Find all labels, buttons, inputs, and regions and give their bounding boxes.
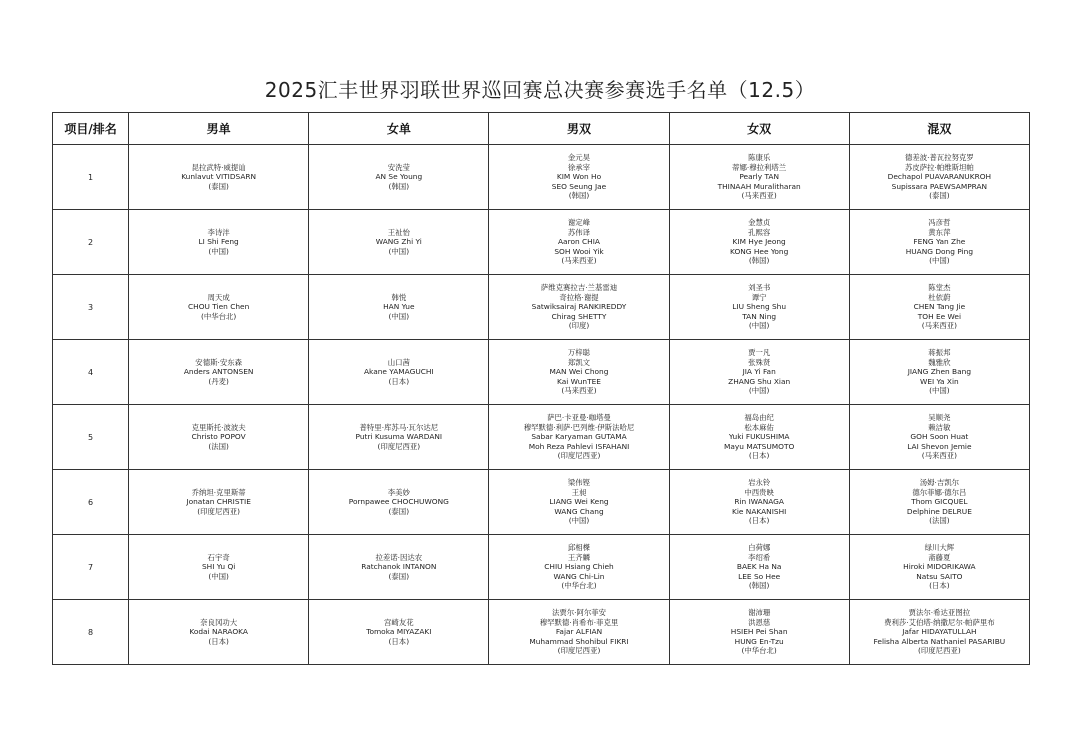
player-line: LEE So Hee (738, 571, 781, 581)
player-line: HAN Yue (383, 302, 415, 312)
player-line: 石宇奇 (207, 552, 230, 562)
player-line: Mayu MATSUMOTO (724, 441, 795, 451)
player-line: 陈康乐 (748, 153, 771, 163)
table-row (53, 275, 1030, 340)
player-line: 杜依蔚 (928, 292, 951, 302)
player-line: (中国) (748, 321, 770, 331)
player-line: 刘圣书 (748, 283, 771, 293)
player-line: 德差波·普瓦拉努克罗 (904, 153, 974, 163)
player-line: (韩国) (568, 191, 590, 201)
mixed-doubles-cell (849, 405, 1029, 470)
player-line: Fajar ALFIAN (555, 627, 603, 637)
player-line: 孔熙容 (748, 227, 771, 237)
player-line: Christo POPOV (191, 432, 246, 442)
player-line: (泰国) (388, 506, 410, 516)
player-line: TAN Ning (742, 311, 777, 321)
mixed-doubles-cell (849, 145, 1029, 210)
womens-doubles-cell (669, 275, 849, 340)
player-line: SHI Yu Qi (201, 562, 236, 572)
mens-doubles-cell (489, 535, 669, 600)
player-line: (中华台北) (561, 581, 597, 591)
rank-cell: 6 (53, 470, 129, 535)
player-line: Moh Reza Pahlevi ISFAHANI (528, 441, 630, 451)
player-line: 张殊贤 (748, 357, 771, 367)
player-line: 奇拉格·谢提 (559, 292, 599, 302)
player-line: (马来西亚) (921, 451, 958, 461)
player-line: 穆罕默德·肖希布·菲克里 (539, 617, 619, 627)
player-line: Supissara PAEWSAMPRAN (891, 181, 988, 191)
player-line: 普特里·库苏马·瓦尔达尼 (359, 422, 439, 432)
womens-doubles-cell (669, 340, 849, 405)
player-line: (日本) (388, 636, 410, 646)
player-line: AN Se Young (375, 172, 423, 182)
player-line: (印度尼西亚) (377, 441, 421, 451)
player-line: Natsu SAITO (916, 571, 963, 581)
player-line: 山口茜 (387, 357, 410, 367)
player-line: (印度尼西亚) (197, 506, 241, 516)
rank-cell: 3 (53, 275, 129, 340)
player-line: KIM Won Ho (556, 172, 602, 182)
player-line: Delphine DELRUE (906, 506, 972, 516)
player-line: CHEN Tang Jie (913, 302, 966, 312)
womens-doubles-cell (669, 145, 849, 210)
player-line: (日本) (388, 376, 410, 386)
player-line: JIA Yi Fan (742, 367, 776, 377)
player-line: 宫崎友花 (384, 617, 414, 627)
mixed-doubles-cell (849, 470, 1029, 535)
womens-singles-cell (309, 275, 489, 340)
player-line: Dechapol PUAVARANUKROH (887, 172, 992, 182)
player-line: (日本) (748, 516, 770, 526)
mens-singles-cell (129, 275, 309, 340)
player-line: Akane YAMAGUCHI (363, 367, 434, 377)
mens-singles-cell (129, 340, 309, 405)
player-line: (丹麦) (208, 376, 229, 386)
mixed-doubles-cell (849, 340, 1029, 405)
player-line: SEO Seung Jae (551, 181, 607, 191)
player-line: HSIEH Pei Shan (730, 627, 788, 637)
header-womens-singles: 女单 (309, 113, 489, 145)
player-line: Aaron CHIA (558, 237, 600, 247)
mens-doubles-cell (489, 275, 669, 340)
player-line: (印度尼西亚) (557, 646, 601, 656)
player-line: (法国) (929, 516, 950, 526)
player-line: TOH Ee Wei (917, 311, 962, 321)
player-line: Putri Kusuma WARDANI (355, 432, 443, 442)
player-line: (日本) (208, 636, 229, 646)
player-line: WANG Zhi Yi (375, 237, 422, 247)
womens-singles-cell (309, 405, 489, 470)
player-line: 徐承宰 (567, 162, 591, 172)
player-line: CHIU Hsiang Chieh (544, 562, 614, 572)
player-line: Muhammad Shohibul FIKRI (529, 636, 629, 646)
header-mens-singles: 男单 (129, 113, 309, 145)
player-line: 白荷娜 (748, 543, 771, 553)
player-line: Pearly TAN (739, 172, 779, 182)
player-line: LI Shi Feng (198, 237, 239, 247)
player-line: GOH Soon Huat (910, 432, 969, 442)
womens-singles-cell (309, 210, 489, 275)
player-line: Chirag SHETTY (551, 311, 607, 321)
table-row (53, 145, 1030, 210)
player-line: (马来西亚) (561, 256, 597, 266)
player-line: 谢定峰 (567, 218, 591, 228)
player-line: HUANG Dong Ping (905, 246, 974, 256)
player-line: 赖洁敏 (928, 422, 951, 432)
player-line: KONG Hee Yong (730, 246, 789, 256)
player-line: Hiroki MIDORIKAWA (903, 562, 976, 572)
player-line: 昆拉武特·威提讪 (191, 162, 246, 172)
player-line: (马来西亚) (561, 386, 597, 396)
player-line: 韩悦 (391, 292, 407, 302)
player-line: 谢沛珊 (748, 608, 771, 618)
player-line: (中国) (208, 246, 229, 256)
womens-doubles-cell (669, 470, 849, 535)
player-line: (印度) (568, 321, 590, 331)
header-womens-doubles: 女双 (669, 113, 849, 145)
player-line: 费利莎·艾伯塔·纳撒尼尔·帕萨里布 (884, 617, 995, 627)
player-line: (马来西亚) (921, 321, 958, 331)
womens-singles-cell (309, 535, 489, 600)
mixed-doubles-cell (849, 275, 1029, 340)
player-line: LIU Sheng Shu (732, 302, 787, 312)
player-line: 李美妙 (387, 487, 410, 497)
player-line: 吴顺尧 (928, 413, 951, 423)
player-line: 邱相榤 (567, 543, 591, 553)
player-line: KIM Hye Jeong (732, 237, 786, 247)
mens-singles-cell (129, 535, 309, 600)
player-line: (中国) (388, 246, 410, 256)
player-line: (马来西亚) (741, 191, 777, 201)
mens-singles-cell (129, 470, 309, 535)
player-line: 贾法尔·希达亚图拉 (908, 608, 971, 618)
mens-doubles-cell (489, 145, 669, 210)
player-line: (中国) (929, 386, 950, 396)
player-line: Kie NAKANISHI (732, 506, 787, 516)
player-line: 安德斯·安东森 (195, 357, 242, 367)
player-line: 安洗莹 (387, 162, 410, 172)
player-line: 金元昊 (567, 153, 591, 163)
table-row (53, 210, 1030, 275)
player-line: 万梓聪 (567, 348, 591, 358)
mens-doubles-cell (489, 405, 669, 470)
player-line: (泰国) (388, 571, 410, 581)
player-line: Satwiksairaj RANKIREDDY (531, 302, 627, 312)
player-line: FENG Yan Zhe (913, 237, 966, 247)
table-row (53, 535, 1030, 600)
player-line: (日本) (929, 581, 950, 591)
player-line: 黄东萍 (928, 227, 951, 237)
womens-doubles-cell (669, 600, 849, 665)
player-line: Pornpawee CHOCHUWONG (348, 497, 449, 507)
player-line: 魏雅欣 (928, 357, 951, 367)
player-line: (泰国) (208, 181, 229, 191)
rank-cell: 1 (53, 145, 129, 210)
player-line: (法国) (208, 441, 229, 451)
player-line: Kunlavut VITIDSARN (181, 172, 257, 182)
rank-cell: 2 (53, 210, 129, 275)
entry-list-table (52, 112, 1030, 665)
player-line: Anders ANTONSEN (183, 367, 254, 377)
player-line: 冯彦哲 (928, 218, 951, 228)
player-line: 李绍希 (748, 552, 771, 562)
player-line: (泰国) (929, 191, 950, 201)
womens-doubles-cell (669, 210, 849, 275)
player-line: (中国) (929, 256, 950, 266)
mens-doubles-cell (489, 210, 669, 275)
table-row (53, 405, 1030, 470)
mens-singles-cell (129, 145, 309, 210)
womens-singles-cell (309, 145, 489, 210)
player-line: 苏皮萨拉·帕维斯坦帕 (904, 162, 974, 172)
player-line: 谭宁 (751, 292, 767, 302)
player-line: Felisha Alberta Nathaniel PASARIBU (873, 636, 1006, 646)
rank-cell: 7 (53, 535, 129, 600)
player-line: 法贾尔·阿尔菲安 (551, 608, 607, 618)
player-line: HUNG En-Tzu (734, 636, 784, 646)
player-line: 蒋振邦 (928, 348, 951, 358)
womens-singles-cell (309, 340, 489, 405)
player-line: CHOU Tien Chen (188, 302, 250, 312)
player-line: 贾一凡 (748, 348, 771, 358)
player-line: 奈良冈功大 (200, 617, 238, 627)
mens-singles-cell (129, 210, 309, 275)
player-line: 周天成 (207, 292, 230, 302)
table-row (53, 340, 1030, 405)
player-line: Kai WunTEE (557, 376, 601, 386)
player-line: 王昶 (571, 487, 587, 497)
table-header-row (53, 113, 1030, 145)
player-line: MAN Wei Chong (549, 367, 609, 377)
womens-singles-cell (309, 470, 489, 535)
player-line: WEI Ya Xin (920, 376, 959, 386)
mixed-doubles-cell (849, 535, 1029, 600)
player-line: ZHANG Shu Xian (728, 376, 791, 386)
womens-doubles-cell (669, 405, 849, 470)
player-line: (日本) (748, 451, 770, 461)
player-line: (中华台北) (200, 311, 237, 321)
player-line: (韩国) (388, 181, 410, 191)
player-line: 金慧贞 (748, 218, 771, 228)
player-line: 斋藤夏 (928, 552, 951, 562)
player-line: (中国) (388, 311, 410, 321)
player-line: 穆罕默德·利萨·巴列维·伊斯法哈尼 (523, 422, 635, 432)
player-line: (印度尼西亚) (557, 451, 601, 461)
header-rank: 项目/排名 (53, 113, 129, 145)
player-line: (印度尼西亚) (918, 646, 961, 656)
mens-singles-cell (129, 405, 309, 470)
player-line: Yuki FUKUSHIMA (728, 432, 790, 442)
player-line: (韩国) (748, 256, 770, 266)
player-line: SOH Wooi Yik (554, 246, 604, 256)
player-line: Rin IWANAGA (734, 497, 784, 507)
player-line: 苏伟译 (567, 227, 591, 237)
player-line: 洪恩慈 (748, 617, 771, 627)
player-line: 绿川大辉 (924, 543, 955, 553)
mens-doubles-cell (489, 470, 669, 535)
player-line: 中西贵映 (744, 487, 774, 497)
mens-doubles-cell (489, 340, 669, 405)
header-mens-doubles: 男双 (489, 113, 669, 145)
player-line: 王齐麟 (567, 552, 591, 562)
player-line: 郑凯文 (567, 357, 591, 367)
player-line: Kodai NARAOKA (189, 627, 248, 637)
womens-doubles-cell (669, 535, 849, 600)
player-line: 岩永铃 (748, 478, 771, 488)
header-mixed-doubles: 混双 (849, 113, 1029, 145)
player-line: 克里斯托·波波夫 (191, 422, 246, 432)
player-line: BAEK Ha Na (736, 562, 782, 572)
player-line: LAI Shevon Jemie (907, 441, 972, 451)
mixed-doubles-cell (849, 600, 1029, 665)
player-line: 陈堂杰 (928, 283, 951, 293)
player-line: 乔纳坦·克里斯蒂 (191, 487, 246, 497)
player-line: THINAAH Muralitharan (717, 181, 801, 191)
document-title: 2025汇丰世界羽联世界巡回赛总决赛参赛选手名单（12.5） (264, 78, 816, 102)
player-line: WANG Chang (554, 506, 604, 516)
table-body (53, 145, 1030, 665)
rank-cell: 5 (53, 405, 129, 470)
player-line: JIANG Zhen Bang (907, 367, 972, 377)
player-line: 松本麻佑 (744, 422, 774, 432)
player-line: Sabar Karyaman GUTAMA (531, 432, 627, 442)
player-line: Jafar HIDAYATULLAH (902, 627, 977, 637)
player-line: 拉差诺·因达农 (375, 552, 423, 562)
player-line: 李诗沣 (207, 227, 230, 237)
player-line: Thom GICQUEL (911, 497, 968, 507)
player-line: (中国) (208, 571, 229, 581)
player-line: Ratchanok INTANON (361, 562, 437, 572)
player-line: Jonatan CHRISTIE (186, 497, 251, 507)
player-line: (中国) (568, 516, 590, 526)
table-row (53, 470, 1030, 535)
player-line: LIANG Wei Keng (549, 497, 609, 507)
mens-singles-cell (129, 600, 309, 665)
rank-cell: 8 (53, 600, 129, 665)
player-line: 梁伟铿 (567, 478, 591, 488)
player-line: (中国) (748, 386, 770, 396)
player-line: 蒂娜·穆拉利塔兰 (732, 162, 787, 172)
rank-cell: 4 (53, 340, 129, 405)
player-line: WANG Chi-Lin (553, 571, 605, 581)
player-line: 萨巴·卡亚曼·咖塔曼 (547, 413, 611, 423)
player-line: Tomoka MIYAZAKI (366, 627, 432, 637)
player-line: 福岛由纪 (744, 413, 774, 423)
player-line: 汤姆·吉凯尔 (919, 478, 960, 488)
player-line: 萨维克赛拉吉·兰基雷迪 (540, 283, 618, 293)
player-line: (韩国) (748, 581, 770, 591)
table-row (53, 600, 1030, 665)
womens-singles-cell (309, 600, 489, 665)
player-line: (中华台北) (741, 646, 777, 656)
player-line: 王祉怡 (387, 227, 410, 237)
player-line: 德尔菲娜·德尔吕 (912, 487, 967, 497)
mixed-doubles-cell (849, 210, 1029, 275)
mens-doubles-cell (489, 600, 669, 665)
